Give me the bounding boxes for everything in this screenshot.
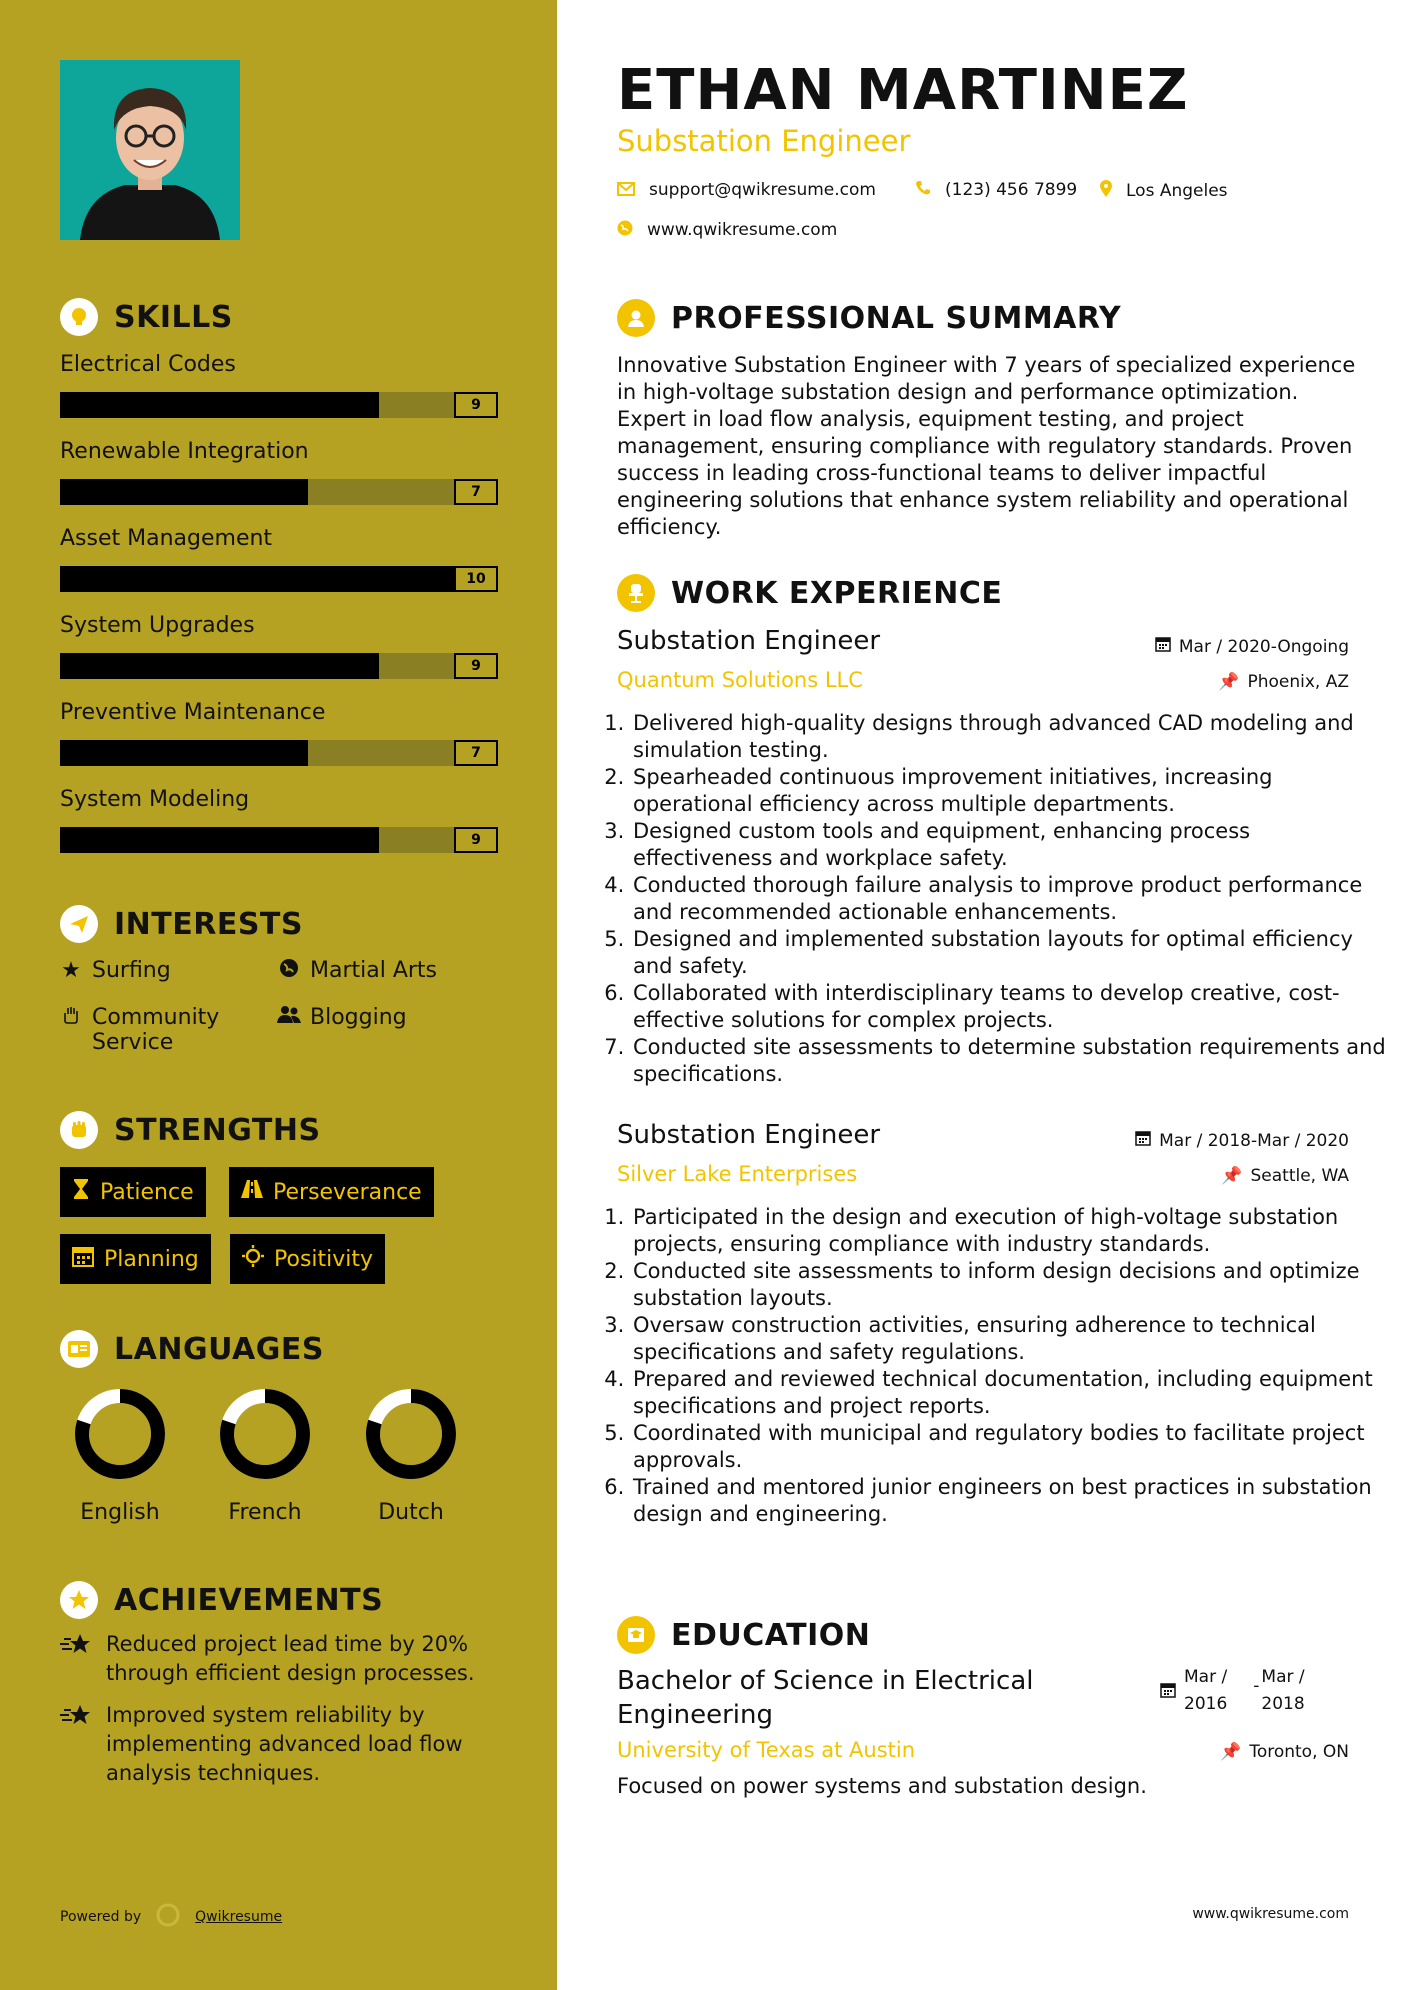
language-ring [363, 1386, 459, 1482]
job-location [1221, 1166, 1349, 1186]
duty-item: 3. Oversaw construction activities, ensuring adherence to technical specifications and safety regulations. [631, 1312, 1391, 1366]
education-location-text: Toronto, ON [1249, 1742, 1349, 1762]
calendar-icon [1135, 1130, 1151, 1151]
skill-fill [60, 740, 308, 766]
skill-score: 7 [454, 479, 498, 505]
job-location [1218, 672, 1349, 692]
candidate-role: Substation Engineer [617, 124, 911, 158]
calendar-icon [72, 1245, 94, 1273]
language-item [200, 1386, 330, 1525]
lightbulb-icon [60, 298, 98, 336]
language-label: French [228, 1500, 302, 1525]
sidebar [0, 0, 557, 1990]
skill-label: Asset Management [60, 526, 273, 551]
education-end [1261, 1664, 1304, 1718]
strength-tag [230, 1234, 385, 1284]
graduation-icon [617, 1616, 655, 1654]
road-icon [241, 1179, 263, 1205]
shooting-star-icon [60, 1632, 96, 1666]
strength-label: Planning [104, 1246, 199, 1272]
envelope-icon [617, 181, 635, 200]
interest-item [58, 1005, 258, 1055]
duty-item: 6. Trained and mentored junior engineers on best practices in substation design and engineering. [631, 1474, 1391, 1528]
hourglass-icon [72, 1178, 90, 1206]
job-location-text: Phoenix, AZ [1247, 672, 1349, 692]
calendar-icon [1155, 636, 1171, 657]
degree-title: Bachelor of Science in Electrical Engineering [617, 1666, 1034, 1730]
experience-title: WORK EXPERIENCE [671, 575, 1003, 611]
contact-phone [915, 180, 1077, 200]
user-icon [617, 299, 655, 337]
job-dates [1155, 636, 1349, 657]
strength-label: Patience [100, 1179, 194, 1205]
skill-score: 10 [454, 566, 498, 592]
skill-fill [60, 479, 308, 505]
duty-item: 1. Participated in the design and execution of high-voltage substation projects, ensuring compliance with industry standards. [631, 1204, 1391, 1258]
strength-tag [60, 1234, 211, 1284]
sun-icon [242, 1245, 264, 1273]
skill-label: Renewable Integration [60, 439, 309, 464]
skill-fill [60, 392, 379, 418]
achievements-title: ACHIEVEMENTS [114, 1582, 384, 1618]
duty-item: 3. Designed custom tools and equipment, enhancing process effectiveness and workplace safety. [631, 818, 1391, 872]
duty-item: 4. Conducted thorough failure analysis to improve product performance and recommended actionable enhancements. [631, 872, 1391, 926]
job-location-text: Seattle, WA [1250, 1166, 1349, 1186]
globe-icon [617, 220, 633, 240]
skill-bar [60, 827, 498, 853]
powered-by-label: Powered by [60, 1909, 142, 1925]
education-start [1184, 1664, 1227, 1718]
strengths-title: STRENGTHS [114, 1112, 321, 1148]
skill-score: 7 [454, 740, 498, 766]
strength-label: Perseverance [273, 1179, 422, 1205]
summary-title: PROFESSIONAL SUMMARY [671, 300, 1122, 336]
achievement-text: Improved system reliability by implementing advanced load flow analysis techniques. [106, 1703, 463, 1785]
contact-email [617, 180, 876, 200]
education-description: Focused on power systems and substation design. [617, 1774, 1147, 1798]
pushpin-icon: 📌 [1218, 672, 1240, 692]
language-item [346, 1386, 476, 1525]
map-pin-icon [1100, 180, 1112, 202]
chair-icon [617, 574, 655, 612]
languages-title: LANGUAGES [114, 1331, 324, 1367]
job-dates-text: Mar / 2018-Mar / 2020 [1159, 1130, 1349, 1151]
achievements-header [60, 1581, 383, 1619]
contact-location [1100, 180, 1228, 202]
duty-list [607, 1204, 1391, 1528]
hand-icon [58, 1005, 84, 1031]
candidate-name: ETHAN MARTINEZ [617, 58, 1189, 123]
achievement-item [60, 1630, 510, 1688]
interest-label: Community Service [92, 1005, 220, 1055]
interest-item [58, 958, 171, 983]
skill-bar [60, 566, 498, 592]
experience-header [617, 574, 1002, 612]
duty-list [607, 710, 1391, 1088]
star-badge-icon [60, 1581, 98, 1619]
skill-bar [60, 479, 498, 505]
languages-header [60, 1330, 324, 1368]
education-end-month: Mar / [1261, 1667, 1305, 1687]
achievement-item [60, 1701, 510, 1788]
phone-icon [915, 180, 931, 200]
duty-item: 5. Coordinated with municipal and regulatory bodies to facilitate project approvals. [631, 1420, 1391, 1474]
education-start-month: Mar / [1184, 1667, 1228, 1687]
job-dates [1135, 1130, 1349, 1151]
skill-bar [60, 740, 498, 766]
skill-label: System Upgrades [60, 613, 255, 638]
pushpin-icon: 📌 [1220, 1742, 1242, 1762]
language-ring [72, 1386, 168, 1482]
company-name: Quantum Solutions LLC [617, 668, 863, 692]
fist-icon [60, 1111, 98, 1149]
phone-text[interactable]: (123) 456 7899 [945, 180, 1078, 200]
skill-label: Electrical Codes [60, 352, 236, 377]
skill-bar [60, 392, 498, 418]
duty-item: 1. Delivered high-quality designs through advanced CAD modeling and simulation testing. [631, 710, 1391, 764]
users-icon [276, 1005, 302, 1031]
language-label: Dutch [378, 1500, 444, 1525]
star-icon: ★ [61, 958, 81, 983]
job-title: Substation Engineer [617, 626, 881, 656]
summary-header [617, 299, 1121, 337]
interest-label: Blogging [310, 1005, 407, 1030]
skill-label: Preventive Maintenance [60, 700, 326, 725]
qwikresume-logo-icon [155, 1902, 181, 1932]
language-item [55, 1386, 185, 1525]
main-content [557, 0, 1407, 1990]
language-label: English [80, 1500, 160, 1525]
brand-link[interactable]: Qwikresume [195, 1909, 283, 1925]
education-start-year: 2016 [1184, 1694, 1228, 1714]
summary-text: Innovative Substation Engineer with 7 years of specialized experience in high-voltage substation design and performance optimization. Expert in load flow analysis, equipment testing, and project management, ensuring compliance with regulatory standards. Proven success in leading cross-functional teams to deliver impactful engineering solutions that enhance system reliability and operational efficiency. [617, 353, 1356, 539]
job-dates-text: Mar / 2020-Ongoing [1178, 636, 1349, 657]
skill-score: 9 [454, 653, 498, 679]
profile-photo [60, 60, 240, 240]
duty-item: 7. Conducted site assessments to determine substation requirements and specifications. [631, 1034, 1391, 1088]
contact-website [617, 220, 837, 240]
skill-score: 9 [454, 392, 498, 418]
skill-score: 9 [454, 827, 498, 853]
skill-label: System Modeling [60, 787, 250, 812]
globe-icon [276, 958, 302, 984]
duty-item: 2. Spearheaded continuous improvement initiatives, increasing operational efficiency across multiple departments. [631, 764, 1391, 818]
education-location [1220, 1742, 1349, 1762]
duty-item: 4. Prepared and reviewed technical documentation, including equipment specifications and project reports. [631, 1366, 1391, 1420]
skills-header [60, 298, 233, 336]
job-title: Substation Engineer [617, 1120, 881, 1150]
skill-bar [60, 653, 498, 679]
footer-url[interactable]: www.qwikresume.com [1192, 1906, 1349, 1922]
pushpin-icon: 📌 [1221, 1166, 1243, 1186]
footer-powered-by [60, 1902, 282, 1932]
website-link[interactable]: www.qwikresume.com [647, 220, 838, 240]
calendar-icon [1160, 1682, 1176, 1703]
skill-fill [60, 653, 379, 679]
skill-fill [60, 827, 379, 853]
duty-item: 5. Designed and implemented substation layouts for optimal efficiency and safety. [631, 926, 1391, 980]
interest-label: Martial Arts [310, 958, 438, 983]
interests-title: INTERESTS [114, 906, 303, 942]
interests-header [60, 905, 303, 943]
strength-tag [229, 1167, 434, 1217]
strengths-header [60, 1111, 321, 1149]
location-text: Los Angeles [1126, 181, 1228, 201]
education-title: EDUCATION [671, 1617, 871, 1653]
duty-item: 6. Collaborated with interdisciplinary teams to develop creative, cost-effective solutions for complex projects. [631, 980, 1391, 1034]
shooting-star-icon [60, 1703, 96, 1737]
education-dates [1160, 1664, 1305, 1718]
education-dash: - [1253, 1676, 1260, 1696]
interest-item [276, 1005, 407, 1031]
language-ring [217, 1386, 313, 1482]
school-name: University of Texas at Austin [617, 1738, 916, 1762]
strength-label: Positivity [274, 1246, 374, 1272]
language-card-icon [60, 1330, 98, 1368]
company-name: Silver Lake Enterprises [617, 1162, 858, 1186]
strength-tag [60, 1167, 206, 1217]
education-header [617, 1616, 870, 1654]
paper-plane-icon [60, 905, 98, 943]
skill-fill [60, 566, 454, 592]
interest-label: Surfing [92, 958, 171, 983]
education-end-year: 2018 [1261, 1694, 1305, 1714]
duty-item: 2. Conducted site assessments to inform design decisions and optimize substation layouts. [631, 1258, 1391, 1312]
achievement-text: Reduced project lead time by 20% through efficient design processes. [106, 1632, 475, 1685]
interest-item [276, 958, 437, 984]
skills-title: SKILLS [114, 299, 233, 335]
email-link[interactable]: support@qwikresume.com [649, 180, 876, 200]
